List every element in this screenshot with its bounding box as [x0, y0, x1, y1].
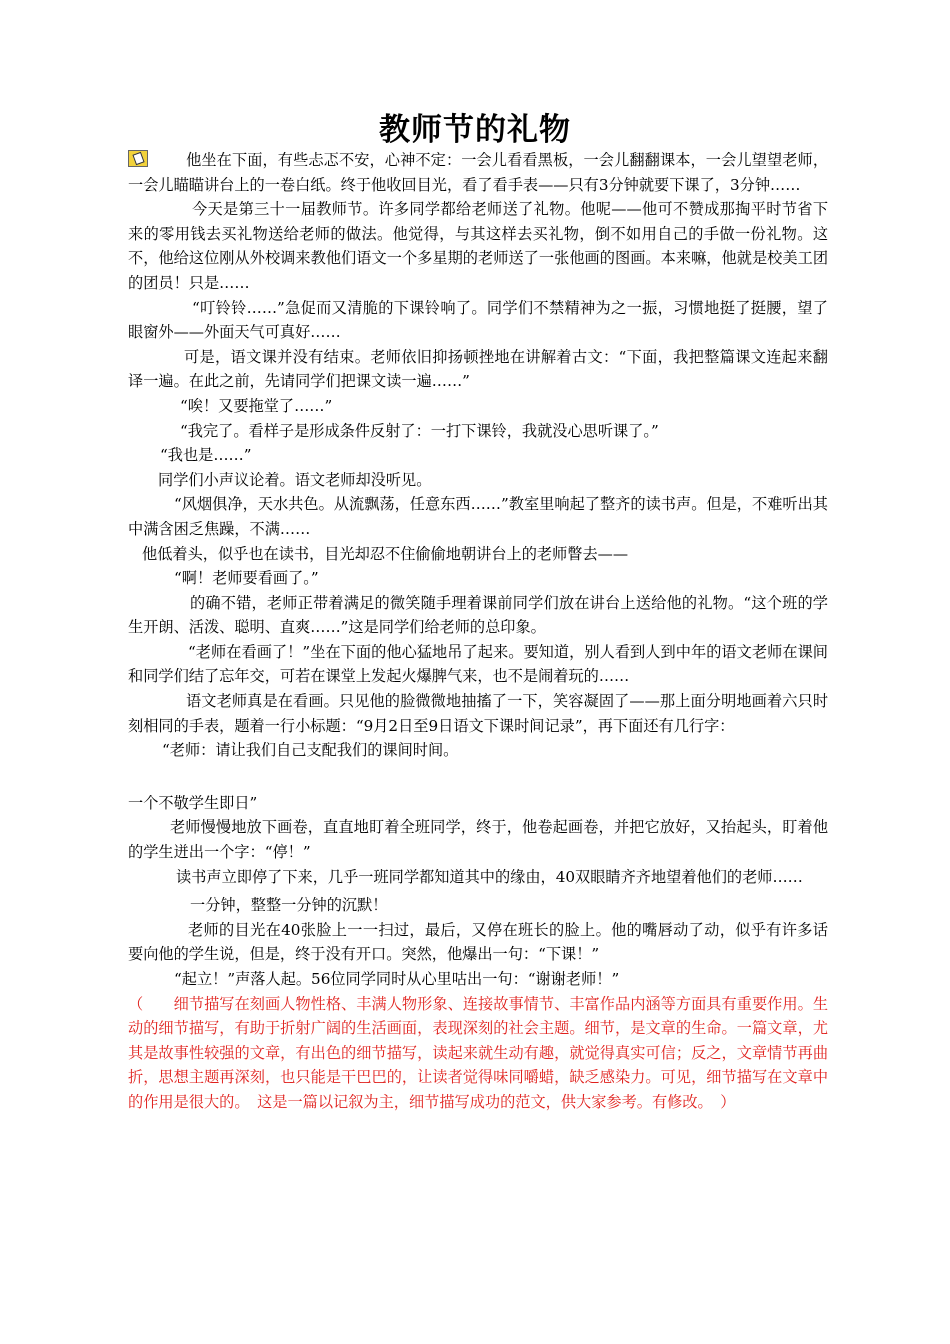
paragraph: 老师的目光在40张脸上一一扫过，最后，又停在班长的脸上。他的嘴唇动了动，似乎有许多话要向他的学生说，但是，终于没有开口。突然，他爆出一句：“下课！”	[128, 920, 828, 964]
paragraph: “我也是……”	[160, 446, 252, 465]
paragraph: 一分钟，整整一分钟的沉默！	[190, 896, 388, 915]
paragraph-text: 他坐在下面，有些忐忑不安，心神不定：一会儿看看黑板，一会儿翻翻课本，一会儿望望老师，一会儿瞄瞄讲台上的一卷白纸。终于他收回目光，看了看手表——只有3分钟就要下课了，3分钟……	[128, 151, 828, 194]
note-icon	[128, 150, 148, 167]
paragraph: 今天是第三十一届教师节。许多同学都给老师送了礼物。他呢——他可不赞成那掏平时节省下来的零用钱去买礼物送给老师的做法。他觉得，与其这样去买礼物，倒不如用自己的手做一份礼物。这不，他给这位刚从外校调来教他们语文一个多星期的老师送了一张他画的图画。本来嘛，他就是校美工团的团员！只是……	[128, 200, 828, 292]
article-body	[128, 148, 828, 1115]
paragraph	[128, 148, 828, 197]
paragraph: “老师在看画了！”坐在下面的他心猛地吊了起来。要知道，别人看到人到中年的语文老师在课间和同学们结了忘年交，可若在课堂上发起火爆脾气来，也不是闹着玩的……	[128, 642, 828, 686]
paragraph: “起立！”声落人起。56位同学同时从心里咕出一句：“谢谢老师！”	[174, 970, 620, 988]
paragraph: 老师慢慢地放下画卷，直直地盯着全班同学，终于，他卷起画卷，并把它放好，又抬起头，盯着他的学生迸出一个字：“停！”	[128, 818, 828, 862]
paragraph: “老师：请让我们自己支配我们的课间时间。	[162, 741, 459, 760]
commentary-paragraph: （ 细节描写在刻画人物性格、丰满人物形象、连接故事情节、丰富作品内涵等方面具有重要作用。生动的细节描写，有助于折射广阔的生活画面，表现深刻的社会主题。细节，是文章的生命。一篇文章，尤其是故事性较强的文章，有出色的细节描写，读起来就生动有趣，就觉得真实可信；反之，文章情节再曲折，思想主题再深刻，也只能是干巴巴的，让读者觉得味同嚼蜡，缺乏感染力。可见，细节描写在文章中的作用是很大的。 这是一篇以记叙为主，细节描写成功的范文，供大家参考。有修改。 ）	[128, 994, 828, 1111]
paragraph: 他低着头，似乎也在读书，目光却忍不住偷偷地朝讲台上的老师瞥去——	[142, 544, 628, 563]
paragraph: “唉！又要拖堂了……”	[180, 396, 333, 415]
paragraph: 可是，语文课并没有结束。老师依旧抑扬顿挫地在讲解着古文：“下面，我把整篇课文连起来翻译一遍。在此之前，先请同学们把课文读一遍……”	[128, 347, 828, 391]
paragraph: “我完了。看样子是形成条件反射了：一打下课铃，我就没心思听课了。”	[180, 421, 659, 440]
page-title: 教师节的礼物	[379, 112, 571, 148]
paragraph: 语文老师真是在看画。只见他的脸微微地抽搐了一下，笑容凝固了——那上面分明地画着六只时刻相同的手表，题着一行小标题：“9月2日至9日语文下课时间记录”，再下面还有几行字：	[128, 692, 828, 735]
paragraph: “风烟俱净，天水共色。从流飘荡，任意东西……”教室里响起了整齐的读书声。但是，不难听出其中满含困乏焦躁，不满……	[128, 495, 828, 538]
paragraph: 的确不错，老师正带着满足的微笑随手理着课前同学们放在讲台上送给他的礼物。“这个班的学生开朗、活泼、聪明、直爽……”这是同学们给老师的总印象。	[128, 593, 828, 637]
blank-line	[128, 763, 828, 791]
paragraph: 同学们小声议论着。语文老师却没听见。	[158, 470, 432, 489]
paragraph: “啊！老师要看画了。”	[174, 569, 319, 588]
paragraph: 读书声立即停了下来，几乎一班同学都知道其中的缘由，40双眼睛齐齐地望着他们的老师……	[176, 867, 803, 886]
paragraph: “叮铃铃……”急促而又清脆的下课铃响了。同学们不禁精神为之一振，习惯地挺了挺腰，望了眼窗外——外面天气可真好……	[128, 298, 828, 342]
paragraph: 一个不敬学生即日”	[128, 793, 258, 812]
